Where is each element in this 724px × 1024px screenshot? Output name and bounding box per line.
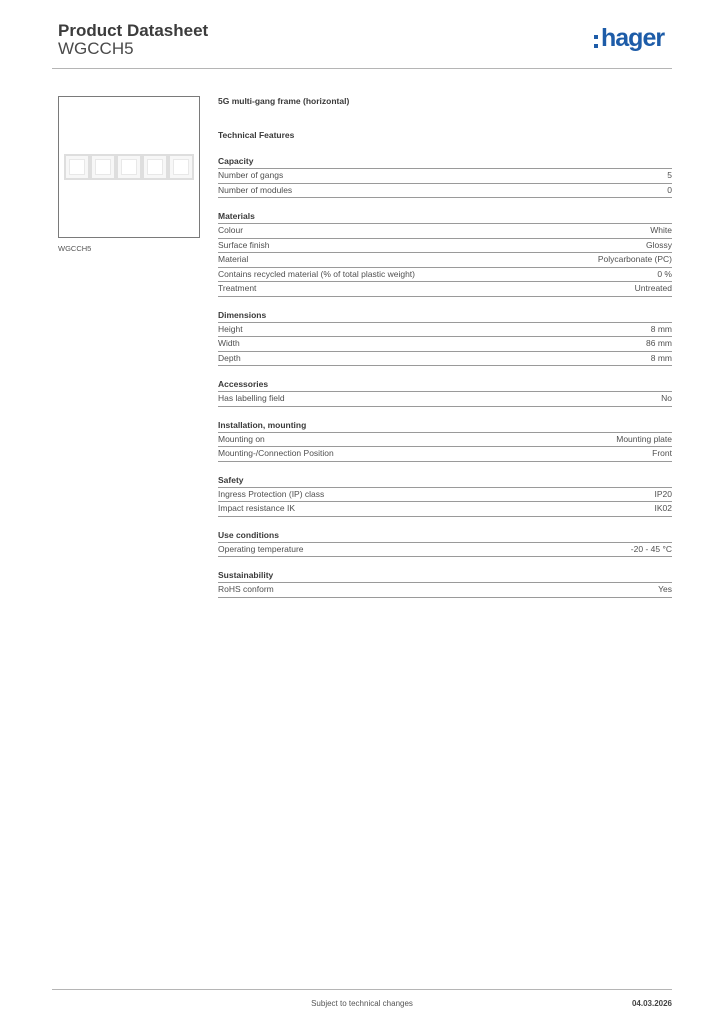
footer-note: Subject to technical changes [311,999,413,1008]
feature-row [218,239,672,254]
feature-label: Impact resistance IK [218,503,296,513]
feature-row [218,323,672,338]
feature-label: RoHS conform [218,584,274,594]
feature-section [218,570,672,598]
section-title: Safety [218,475,672,488]
feature-value: 8 mm [650,352,672,363]
feature-row [218,253,672,268]
feature-value: 0 [667,184,672,195]
feature-value: Untreated [634,283,672,293]
feature-label: Ingress Protection (IP) class [218,488,325,499]
feature-value: -20 - 45 °C [630,543,672,554]
section-title: Sustainability [218,570,672,583]
section-title: Dimensions [218,310,672,323]
feature-row [218,583,672,598]
gang-cell [142,154,168,180]
feature-label: Mounting-/Connection Position [218,448,334,458]
gang-cell [90,154,116,180]
feature-row [218,268,672,283]
feature-label: Width [218,338,240,348]
feature-row [218,502,672,517]
multi-gang-frame-illustration [64,154,194,180]
gang-cell [64,154,90,180]
feature-label: Surface finish [218,239,270,250]
datasheet-content [218,96,672,598]
feature-label: Treatment [218,283,257,293]
header-divider [52,68,672,69]
feature-value: White [650,225,672,235]
feature-label: Material [218,254,249,264]
feature-label: Number of modules [218,184,293,195]
feature-value: 5 [667,170,672,180]
product-code: WGCCH5 [58,39,134,58]
feature-value: 8 mm [650,323,672,334]
feature-value: IP20 [654,488,672,499]
feature-value: IK02 [654,503,672,513]
logo-colon-top [594,35,598,39]
feature-section [218,530,672,558]
gang-cell [116,154,142,180]
product-image [58,96,200,238]
feature-value: Mounting plate [616,433,672,444]
feature-row [218,392,672,407]
feature-section [218,379,672,407]
feature-row [218,352,672,367]
feature-row [218,282,672,297]
feature-section [218,310,672,367]
feature-value: Front [652,448,672,458]
feature-label: Has labelling field [218,393,285,403]
feature-value: 86 mm [646,338,672,348]
feature-value: 0 % [657,268,672,279]
feature-section [218,420,672,462]
feature-row [218,337,672,352]
feature-row [218,184,672,199]
page-title: Product Datasheet [58,21,209,40]
feature-sections [218,156,672,598]
image-caption: WGCCH5 [58,244,92,253]
feature-section [218,156,672,198]
feature-row [218,169,672,184]
footer-divider [52,989,672,990]
feature-label: Height [218,323,243,334]
hager-logo [594,26,676,60]
feature-value: Yes [658,584,672,594]
feature-row [218,433,672,448]
feature-value: Glossy [646,239,672,250]
technical-features-heading: Technical Features [218,130,295,140]
feature-row [218,543,672,558]
feature-row [218,447,672,462]
feature-label: Colour [218,225,244,235]
section-title: Capacity [218,156,672,169]
feature-label: Operating temperature [218,543,304,554]
feature-section [218,211,672,297]
feature-label: Mounting on [218,433,265,444]
feature-value: Polycarbonate (PC) [597,254,672,264]
feature-row [218,224,672,239]
feature-row [218,488,672,503]
section-title: Accessories [218,379,672,392]
feature-value: No [661,393,672,403]
logo-colon-bottom [594,44,598,48]
gang-cell [168,154,194,180]
feature-label: Contains recycled material (% of total plastic weight) [218,268,415,279]
feature-label: Number of gangs [218,170,284,180]
section-title: Installation, mounting [218,420,672,433]
footer-date: 04.03.2026 [631,999,672,1008]
feature-label: Depth [218,352,241,363]
section-title: Use conditions [218,530,672,543]
section-title: Materials [218,211,672,224]
feature-section [218,475,672,517]
logo-text: hager [601,24,665,52]
product-name: 5G multi-gang frame (horizontal) [218,96,350,106]
